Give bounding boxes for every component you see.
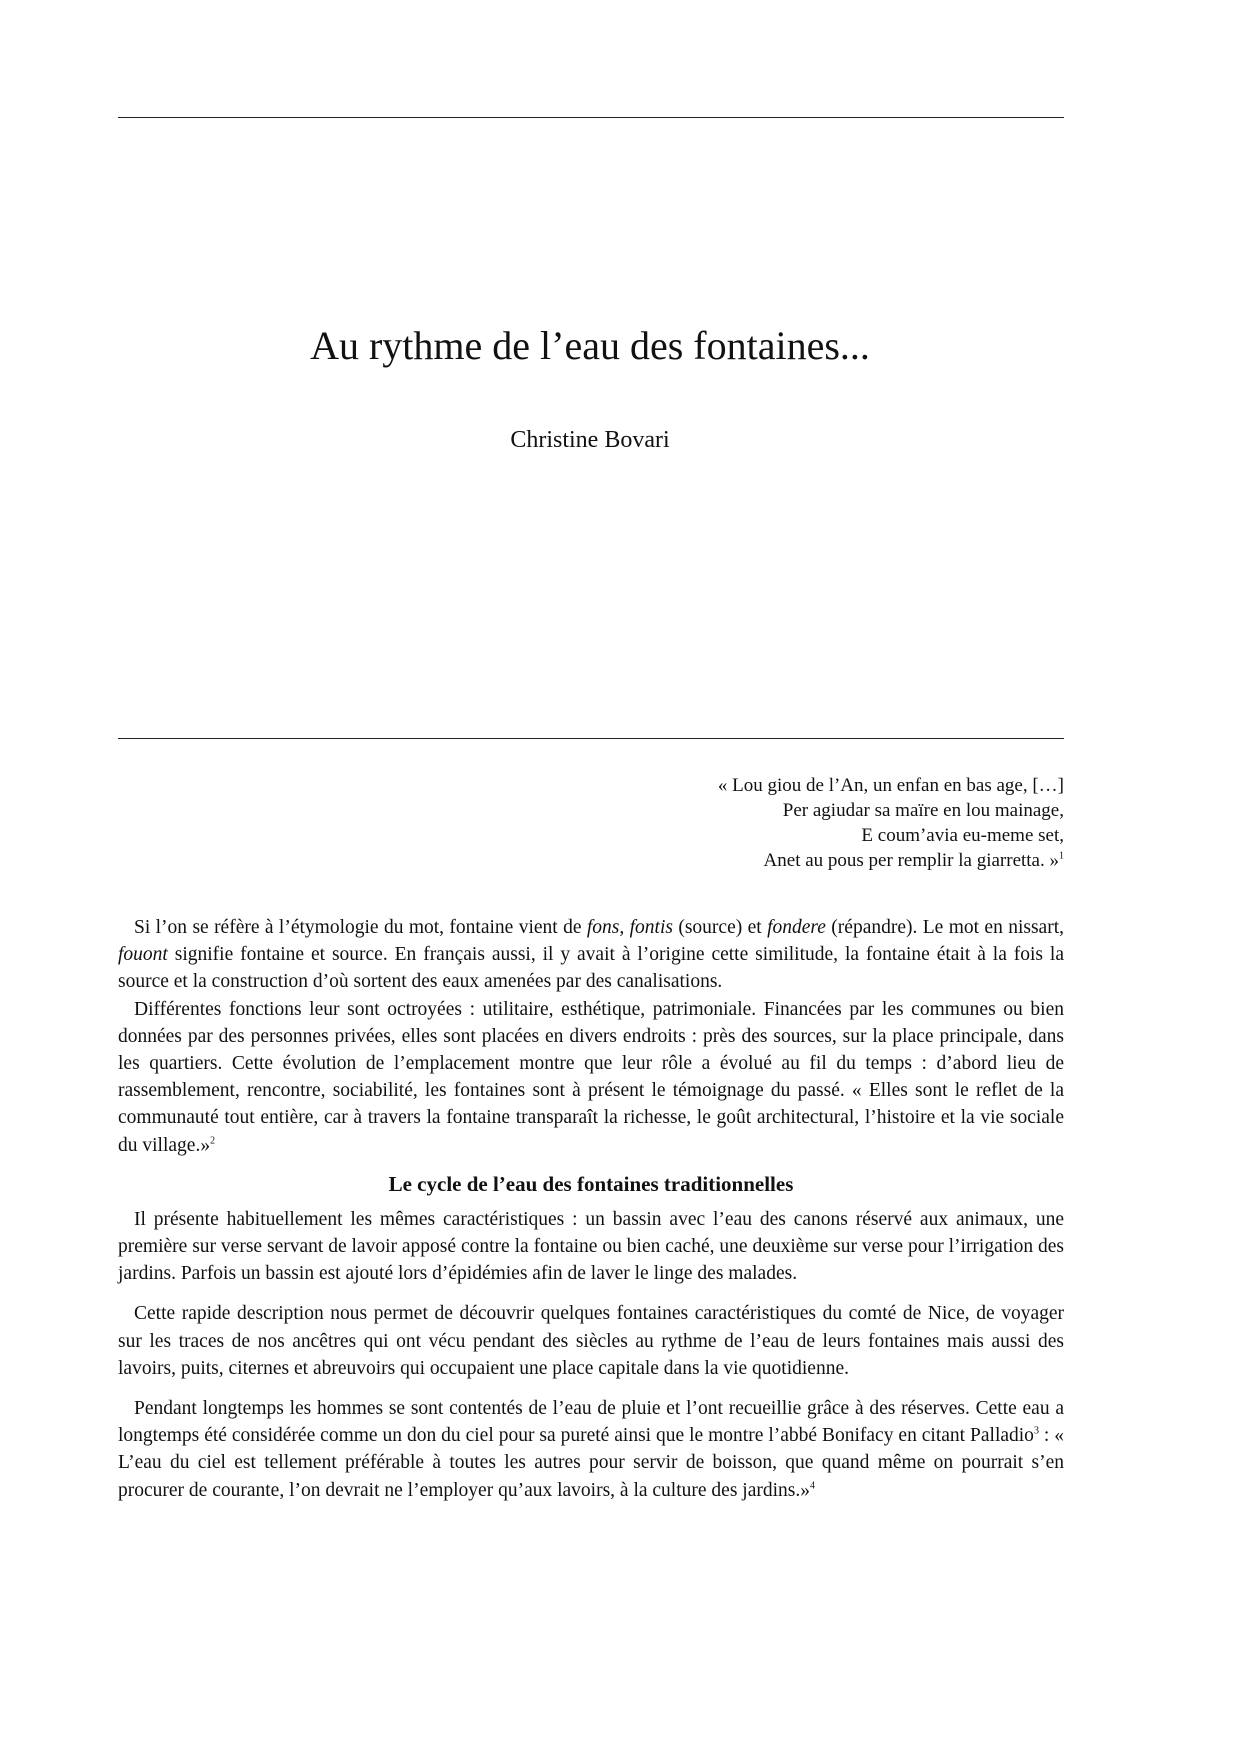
paragraph-description: Cette rapide description nous permet de découvrir quelques fontaines caractéristiques du comté de Nice, de voyager sur les traces de nos ancêtres qui ont vécu pendant des siècles au rythme de l’eau de leurs fontaines mais aussi des lavoirs, puits, citernes et abreuvoirs qui occupaient une place capitale dans la vie quotidienne. [118, 1303, 1064, 1379]
paragraph-rainwater: Pendant longtemps les hommes se sont contentés de l’eau de pluie et l’ont recueillie grâce à des réserves. Cette eau a longtemps été considérée comme un don du ciel pour sa pureté ainsi que le montre l’abbé Bonifacy en citant Palladio$^3$ : « L’eau du ciel est tellement préférable à toutes les autres pour servir de boisson, que quand même on pourrait s’en procurer de courante, l’on devrait ne l’employer qu’aux lavoirs, à la culture des jardins.»$^4$ [118, 1398, 1064, 1501]
footnote-ref-1[interactable]: 1 [1059, 850, 1064, 862]
section-heading: Le cycle de l’eau des fontaines traditionnelles [388, 1171, 794, 1196]
epigraph-line-last: Anet au pous per remplir la giarretta. »$^1$ [763, 850, 1064, 871]
footnote-ref-3[interactable]: 3 [1033, 1425, 1039, 1437]
article-author: Christine Bovari [510, 427, 670, 453]
epigraph-line: E coum’avia eu-meme set, [861, 825, 1064, 846]
paragraph-etymology: Si l’on se réfère à l’étymologie du mot, fontaine vient de fons, fontis (source) et fondere (répandre). Le mot en nissart, fouont signifie fontaine et source. En français aussi, il y avait à l’origine cette similitude, la fontaine était à la fois la source et la construction d’où sortent des eaux amenées par des canalisations. [118, 917, 1064, 993]
epigraph-line: Per agiudar sa maïre en lou mainage, [782, 800, 1064, 821]
epigraph [718, 773, 1064, 873]
paragraph-functions: Différentes fonctions leur sont octroyées : utilitaire, esthétique, patrimoniale. Financées par les communes ou bien données par des personnes privées, elles sont placées en divers endroits : près des sources, sur la place principale, dans les quartiers. Cette évolution de l’emplacement montre que leur rôle a évolué au fil du temps : d’abord lieu de rassemblement, rencontre, sociabilité, les fontaines sont à présent le témoignage du passé. « Elles sont le reflet de la communauté tout entière, car à travers la fontaine transparaît la richesse, le goût architectural, l’histoire et la vie sociale du village.»$^2$ [118, 998, 1064, 1156]
paragraph-characteristics: Il présente habituellement les mêmes caractéristiques : un bassin avec l’eau des canons réservé aux animaux, une première sur verse servant de lavoir apposé contre la fontaine ou bien caché, une deuxième sur verse pour l’irrigation des jardins. Parfois un bassin est ajouté lors d’épidémies afin de laver le linge des malades. [118, 1208, 1064, 1285]
epigraph-line: « Lou giou de l’An, un enfan en bas age, […] [717, 775, 1064, 796]
header-divider-rule [118, 738, 1064, 739]
top-rule [118, 117, 1064, 118]
footnote-ref-2[interactable]: 2 [210, 1135, 216, 1147]
article-body [118, 914, 1064, 1504]
footnote-ref-4[interactable]: 4 [809, 1480, 815, 1492]
article-title: Au rythme de l’eau des fontaines... [310, 323, 870, 368]
